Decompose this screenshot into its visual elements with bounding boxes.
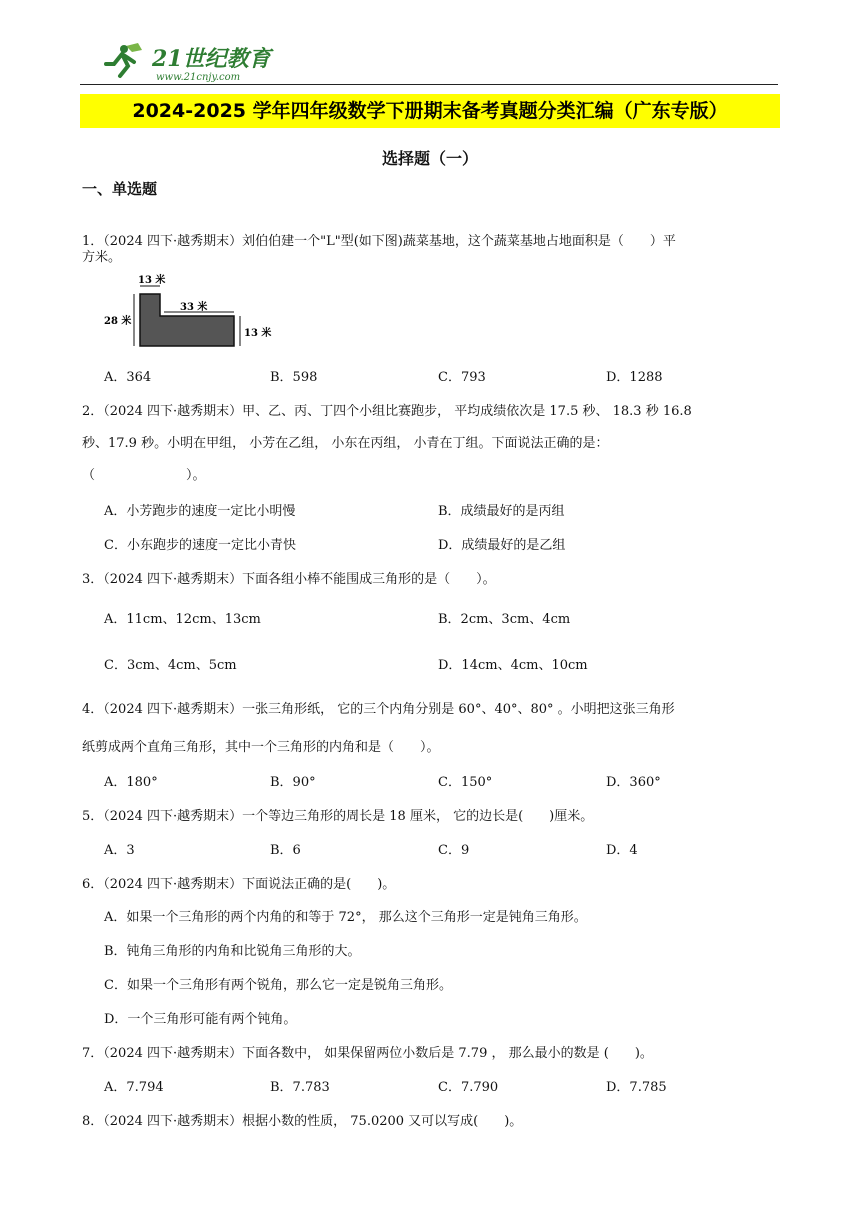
question-number: 3． bbox=[82, 572, 104, 587]
q2-option-c[interactable]: C．小东跑步的速度一定比小青快 bbox=[104, 538, 296, 553]
q1-option-d[interactable]: D．1288 bbox=[606, 370, 663, 385]
question-number: 2． bbox=[82, 404, 104, 419]
header-rule bbox=[80, 84, 778, 85]
mid-dim-label: 33 米 bbox=[180, 302, 208, 313]
q2-option-a[interactable]: A．小芳跑步的速度一定比小明慢 bbox=[104, 504, 296, 519]
left-dim-label: 28 米 bbox=[104, 316, 132, 327]
question-1-line2: 方米。 bbox=[82, 250, 122, 265]
question-7 bbox=[82, 1042, 653, 1061]
question-2-line3: （ ）。 bbox=[82, 468, 206, 483]
q5-option-a[interactable]: A．3 bbox=[104, 843, 135, 858]
logo-text: 21世纪教育 bbox=[152, 46, 271, 72]
q6-option-d[interactable]: D．一个三角形可能有两个钝角。 bbox=[104, 1012, 297, 1027]
q5-option-c[interactable]: C．9 bbox=[438, 843, 470, 858]
question-5 bbox=[82, 805, 593, 824]
document-subtitle: 选择题（一） bbox=[381, 149, 478, 168]
question-6 bbox=[82, 873, 395, 892]
q3-option-c[interactable]: C．3cm、4cm、5cm bbox=[104, 658, 237, 673]
question-text: 刘伯伯建一个"L"型(如下图)蔬菜基地，这个蔬菜基地占地面积是（ ）平 bbox=[242, 234, 676, 249]
q5-option-d[interactable]: D．4 bbox=[606, 843, 638, 858]
question-8 bbox=[82, 1110, 522, 1129]
q5-option-b[interactable]: B．6 bbox=[270, 843, 301, 858]
q1-option-a[interactable]: A．364 bbox=[104, 370, 152, 385]
question-source: （2024 四下·越秀期末） bbox=[103, 702, 243, 717]
q3-option-b[interactable]: B．2cm、3cm、4cm bbox=[438, 612, 571, 627]
question-2-line2: 秒、17.9 秒。小明在甲组， 小芳在乙组， 小东在丙组， 小青在丁组。下面说法正确的是： bbox=[82, 436, 609, 451]
question-number: 4． bbox=[82, 702, 104, 717]
question-source: （2024 四下·越秀期末） bbox=[103, 809, 243, 824]
question-2 bbox=[82, 400, 692, 419]
question-source: （2024 四下·越秀期末） bbox=[103, 234, 243, 249]
question-4 bbox=[82, 698, 675, 717]
question-source: （2024 四下·越秀期末） bbox=[103, 1114, 243, 1129]
runner-icon bbox=[106, 43, 142, 76]
question-source: （2024 四下·越秀期末） bbox=[103, 572, 243, 587]
q3-option-d[interactable]: D．14cm、4cm、10cm bbox=[438, 658, 588, 673]
question-text: 一个等边三角形的周长是 18 厘米， 它的边长是( )厘米。 bbox=[242, 809, 594, 824]
question-3 bbox=[82, 568, 496, 587]
q7-option-c[interactable]: C．7.790 bbox=[438, 1080, 499, 1095]
question-source: （2024 四下·越秀期末） bbox=[103, 877, 243, 892]
q7-option-d[interactable]: D．7.785 bbox=[606, 1080, 667, 1095]
question-text: 下面各组小棒不能围成三角形的是（ ）。 bbox=[242, 572, 496, 587]
section-heading: 一、单选题 bbox=[82, 180, 158, 198]
q6-option-c[interactable]: C．如果一个三角形有两个锐角，那么它一定是锐角三角形。 bbox=[104, 978, 452, 993]
top-dim-label: 13 米 bbox=[138, 275, 166, 286]
document-title: 2024-2025 学年四年级数学下册期末备考真题分类汇编（广东专版） bbox=[80, 94, 780, 128]
question-text: 甲、乙、丙、丁四个小组比赛跑步， 平均成绩依次是 17.5 秒、 18.3 秒 16.8 bbox=[242, 404, 692, 419]
q7-option-b[interactable]: B．7.783 bbox=[270, 1080, 330, 1095]
q4-option-c[interactable]: C．150° bbox=[438, 775, 493, 790]
q4-option-b[interactable]: B．90° bbox=[270, 775, 316, 790]
q3-option-a[interactable]: A．11cm、12cm、13cm bbox=[104, 612, 261, 627]
question-text: 一张三角形纸， 它的三个内角分别是 60°、40°、80° 。小明把这张三角形 bbox=[242, 702, 675, 717]
q1-option-c[interactable]: C．793 bbox=[438, 370, 486, 385]
right-dim-label: 13 米 bbox=[244, 328, 272, 339]
question-number: 8． bbox=[82, 1114, 104, 1129]
l-shape-figure bbox=[104, 272, 280, 352]
question-text: 下面说法正确的是( )。 bbox=[242, 877, 396, 892]
q7-option-a[interactable]: A．7.794 bbox=[104, 1080, 164, 1095]
question-text: 根据小数的性质， 75.0200 又可以写成( )。 bbox=[242, 1114, 523, 1129]
question-source: （2024 四下·越秀期末） bbox=[103, 1046, 243, 1061]
q2-option-b[interactable]: B．成绩最好的是丙组 bbox=[438, 504, 565, 519]
q4-option-a[interactable]: A．180° bbox=[104, 775, 158, 790]
q2-option-d[interactable]: D．成绩最好的是乙组 bbox=[438, 538, 566, 553]
question-text: 下面各数中， 如果保留两位小数后是 7.79 ， 那么最小的数是 ( )。 bbox=[242, 1046, 653, 1061]
question-number: 5． bbox=[82, 809, 104, 824]
q6-option-b[interactable]: B．钝角三角形的内角和比锐角三角形的大。 bbox=[104, 944, 361, 959]
question-1 bbox=[82, 230, 676, 249]
q1-option-b[interactable]: B．598 bbox=[270, 370, 318, 385]
site-logo bbox=[104, 40, 274, 84]
question-number: 1． bbox=[82, 234, 104, 249]
q4-option-d[interactable]: D．360° bbox=[606, 775, 661, 790]
question-4-line2: 纸剪成两个直角三角形，其中一个三角形的内角和是（ ）。 bbox=[82, 740, 440, 755]
question-number: 6． bbox=[82, 877, 104, 892]
logo-url: www.21cnjy.com bbox=[156, 72, 241, 83]
q6-option-a[interactable]: A．如果一个三角形的两个内角的和等于 72°， 那么这个三角形一定是钝角三角形。 bbox=[104, 910, 587, 925]
question-number: 7． bbox=[82, 1046, 104, 1061]
question-source: （2024 四下·越秀期末） bbox=[103, 404, 243, 419]
